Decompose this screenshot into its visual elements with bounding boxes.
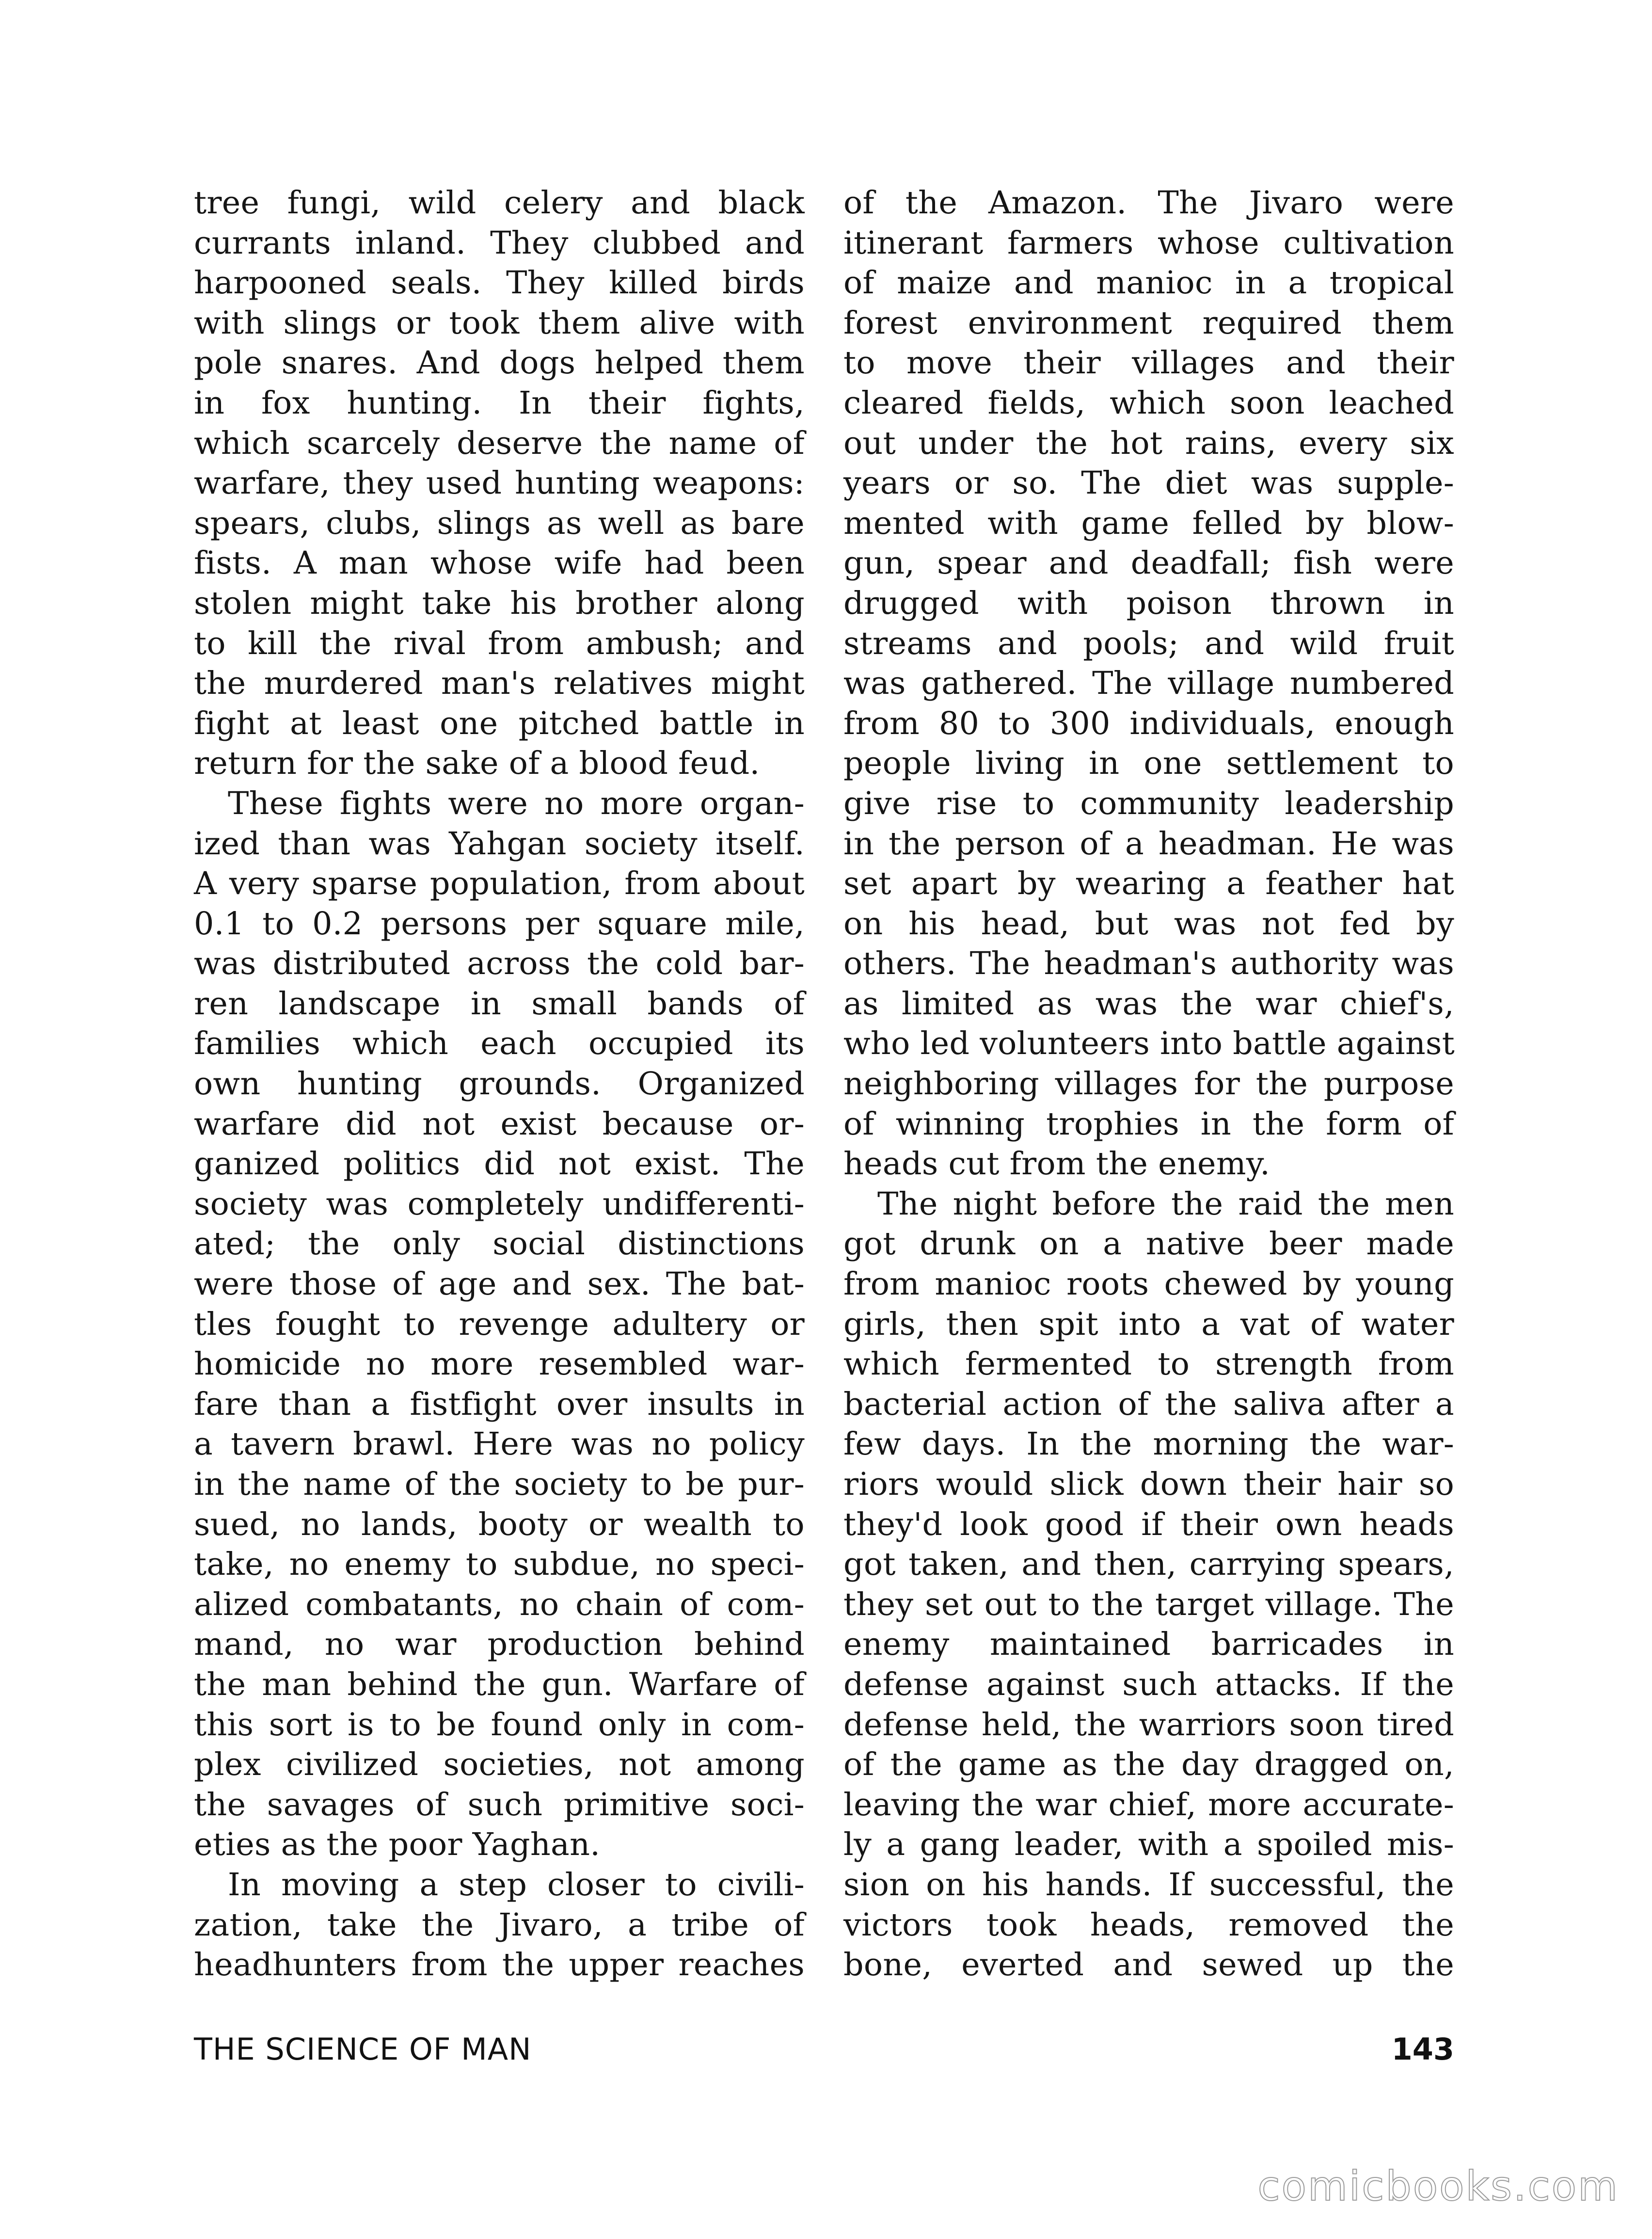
text-line: of winning trophies in the form of	[843, 1105, 1454, 1142]
text-line: stolen might take his brother along	[194, 585, 805, 622]
text-line: 0.1 to 0.2 persons per square mile,	[194, 905, 805, 942]
text-line: give rise to community leadership	[843, 785, 1454, 822]
text-line: defense held, the warriors soon tired	[843, 1706, 1454, 1743]
text-line: of the Amazon. The Jivaro were	[843, 185, 1454, 221]
text-line: in fox hunting. In their fights,	[194, 384, 805, 421]
text-line: mand, no war production behind	[194, 1626, 805, 1663]
text-line: fists. A man whose wife had been	[194, 545, 805, 582]
text-line: from manioc roots chewed by young	[843, 1266, 1454, 1303]
text-line: return for the sake of a blood feud.	[194, 745, 760, 782]
text-line: got drunk on a native beer made	[843, 1226, 1454, 1263]
text-line: girls, then spit into a vat of water	[843, 1306, 1454, 1343]
text-line: in the person of a headman. He was	[843, 825, 1454, 862]
text-line: forest environment required them	[843, 304, 1454, 341]
text-line: cleared fields, which soon leached	[843, 384, 1454, 421]
text-line: In moving a step closer to civili-	[228, 1866, 805, 1903]
text-line: a tavern brawl. Here was no policy	[194, 1426, 805, 1463]
text-line: ated; the only social distinctions	[194, 1226, 805, 1263]
text-line: fare than a fistfight over insults in	[194, 1386, 805, 1423]
text-line: drugged with poison thrown in	[843, 585, 1454, 622]
text-line: they set out to the target village. The	[843, 1586, 1454, 1623]
text-line: streams and pools; and wild fruit	[843, 625, 1454, 662]
text-line: take, no enemy to subdue, no speci-	[194, 1546, 805, 1583]
text-line: tree fungi, wild celery and black	[194, 185, 805, 221]
text-line: zation, take the Jivaro, a tribe of	[194, 1906, 805, 1943]
text-line: they'd look good if their own heads	[843, 1506, 1454, 1543]
text-line: as limited as was the war chief's,	[843, 985, 1454, 1022]
text-line: riors would slick down their hair so	[843, 1466, 1454, 1503]
text-line: sued, no lands, booty or wealth to	[194, 1506, 805, 1543]
text-line: society was completely undifferenti-	[194, 1185, 805, 1222]
text-line: people living in one settlement to	[843, 745, 1454, 782]
text-line: heads cut from the enemy.	[843, 1146, 1271, 1183]
text-line: leaving the war chief, more accurate-	[843, 1786, 1454, 1823]
text-line: to kill the rival from ambush; and	[194, 625, 805, 662]
text-line: eties as the poor Yaghan.	[194, 1826, 601, 1863]
text-line: which fermented to strength from	[843, 1346, 1454, 1383]
text-line: was distributed across the cold bar-	[194, 945, 805, 982]
text-line: ized than was Yahgan society itself.	[194, 825, 805, 862]
text-line: These fights were no more organ-	[228, 785, 805, 822]
text-line: ren landscape in small bands of	[194, 985, 805, 1022]
text-line: out under the hot rains, every six	[843, 425, 1454, 462]
text-line: harpooned seals. They killed birds	[194, 265, 805, 302]
text-line: this sort is to be found only in com-	[194, 1706, 805, 1743]
text-line: in the name of the society to be pur-	[194, 1466, 805, 1503]
text-line: plex civilized societies, not among	[194, 1746, 805, 1783]
right-text-column	[843, 183, 1454, 1985]
left-text-column	[194, 183, 805, 1985]
text-line: with slings or took them alive with	[194, 304, 805, 341]
text-line: few days. In the morning the war-	[843, 1426, 1454, 1463]
text-line: was gathered. The village numbered	[843, 665, 1454, 702]
text-line: who led volunteers into battle against	[843, 1025, 1455, 1062]
running-footer-title: THE SCIENCE OF MAN	[194, 2031, 532, 2067]
text-line: defense against such attacks. If the	[843, 1666, 1454, 1703]
text-line: headhunters from the upper reaches	[194, 1947, 805, 1983]
text-line: years or so. The diet was supple-	[843, 465, 1454, 502]
page-number: 143	[1391, 2031, 1454, 2067]
text-line: were those of age and sex. The bat-	[194, 1266, 805, 1303]
watermark-logo: comicbooks.com	[1257, 2162, 1619, 2210]
text-line: neighboring villages for the purpose	[843, 1066, 1454, 1103]
text-line: families which each occupied its	[194, 1025, 805, 1062]
text-line: enemy maintained barricades in	[843, 1626, 1454, 1663]
text-line: the murdered man's relatives might	[194, 665, 805, 702]
text-line: others. The headman's authority was	[843, 945, 1454, 982]
text-line: ly a gang leader, with a spoiled mis-	[843, 1826, 1454, 1863]
text-line: sion on his hands. If successful, the	[843, 1866, 1454, 1903]
text-line: A very sparse population, from about	[194, 865, 805, 902]
text-line: homicide no more resembled war-	[194, 1346, 805, 1383]
text-line: pole snares. And dogs helped them	[194, 345, 805, 382]
text-line: the savages of such primitive soci-	[194, 1786, 805, 1823]
text-line: got taken, and then, carrying spears,	[843, 1546, 1454, 1583]
text-line: to move their villages and their	[843, 345, 1454, 382]
text-line: bone, everted and sewed up the	[843, 1947, 1454, 1983]
text-line: alized combatants, no chain of com-	[194, 1586, 805, 1623]
text-line: which scarcely deserve the name of	[194, 425, 805, 462]
text-line: mented with game felled by blow-	[843, 505, 1454, 542]
text-line: of maize and manioc in a tropical	[843, 265, 1454, 302]
text-line: currants inland. They clubbed and	[194, 224, 805, 261]
text-line: itinerant farmers whose cultivation	[843, 224, 1454, 261]
text-line: warfare, they used hunting weapons:	[194, 465, 805, 502]
text-line: warfare did not exist because or-	[194, 1105, 805, 1142]
text-line: The night before the raid the men	[877, 1185, 1454, 1222]
text-line: tles fought to revenge adultery or	[194, 1306, 805, 1343]
text-line: gun, spear and deadfall; fish were	[843, 545, 1454, 582]
text-line: from 80 to 300 individuals, enough	[843, 705, 1454, 742]
text-line: bacterial action of the saliva after a	[843, 1386, 1454, 1423]
text-line: victors took heads, removed the	[843, 1906, 1454, 1943]
text-line: spears, clubs, slings as well as bare	[194, 505, 805, 542]
text-line: of the game as the day dragged on,	[843, 1746, 1454, 1783]
text-line: fight at least one pitched battle in	[194, 705, 805, 742]
text-line: on his head, but was not fed by	[843, 905, 1454, 942]
text-line: own hunting grounds. Organized	[194, 1066, 805, 1103]
text-line: the man behind the gun. Warfare of	[194, 1666, 805, 1703]
text-line: ganized politics did not exist. The	[194, 1146, 805, 1183]
text-line: set apart by wearing a feather hat	[843, 865, 1454, 902]
